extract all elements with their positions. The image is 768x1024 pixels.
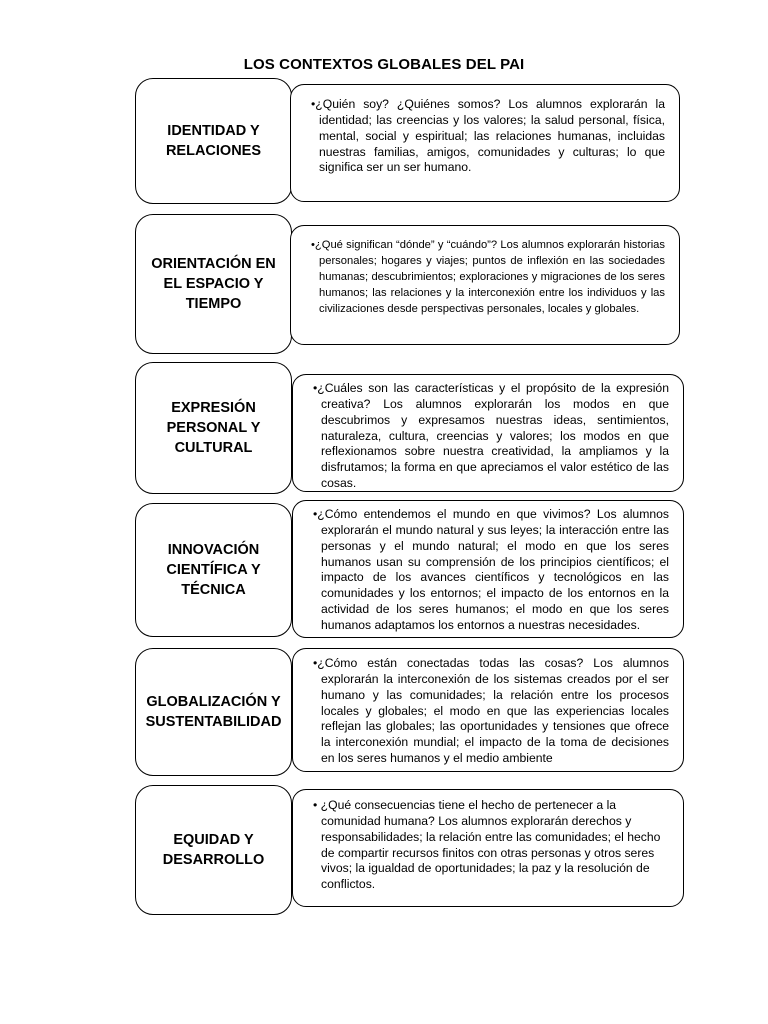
context-label-innovacion bbox=[135, 503, 292, 637]
context-label-text: GLOBALIZACIÓN Y SUSTENTABILIDAD bbox=[145, 694, 282, 730]
context-description-identidad bbox=[290, 84, 680, 202]
context-description-equidad bbox=[292, 789, 684, 907]
context-description-text: •¿Cómo entendemos el mundo en que vivimos? Los alumnos explorarán el mundo natural y sus leyes; la interacción entre las personas y el mundo natural; el modo en que los seres humanos usan su comprensión de los principios científicos; el impacto de los avances científicos y tecnológicos en las comunidades y los entornos; el impacto de los entornos en la actividad de los seres humanos; el modo en que los seres humanos adaptamos los entornos a nuestras necesidades. bbox=[313, 507, 669, 633]
context-label-equidad bbox=[135, 785, 292, 915]
context-label-expresion bbox=[135, 362, 292, 494]
context-description-globalizacion bbox=[292, 648, 684, 772]
context-label-text: EQUIDAD Y DESARROLLO bbox=[162, 832, 265, 868]
context-label-text: IDENTIDAD Y RELACIONES bbox=[165, 123, 262, 159]
context-label-text: INNOVACIÓN CIENTÍFICA Y TÉCNICA bbox=[166, 542, 261, 598]
context-description-innovacion bbox=[292, 500, 684, 638]
context-description-text: •¿Quién soy? ¿Quiénes somos? Los alumnos explorarán la identidad; las creencias y los valores; la salud personal, física, mental, social y espiritual; las relaciones humanas, incluidas nuestras familias, amigos, comunidades y culturas; lo que significa ser un ser humano. bbox=[311, 97, 665, 175]
context-label-text: ORIENTACIÓN EN EL ESPACIO Y TIEMPO bbox=[151, 256, 276, 312]
context-description-text: •¿Qué significan “dónde” y “cuándo”? Los alumnos explorarán historias personales; hogares y viajes; puntos de inflexión en las sociedades humanas; descubrimientos; exploraciones y migraciones de los seres humanos; las relaciones y la interconexión entre los individuos y las civilizaciones desde perspectivas personales, locales y globales. bbox=[311, 239, 665, 315]
context-description-text: •¿Cuáles son las características y el propósito de la expresión creativa? Los alumnos explorarán los modos en que descubrimos y expresamos nuestras ideas, sentimientos, naturaleza, cultura, creencias y valores; los modos en que reflexionamos sobre nuestra creatividad, la ampliamos y la disfrutamos; la forma en que apreciamos el valor estético de las cosas. bbox=[313, 381, 669, 491]
context-label-globalizacion bbox=[135, 648, 292, 776]
context-description-text: •¿Cómo están conectadas todas las cosas? Los alumnos explorarán la interconexión de los sistemas creados por el ser humano y las comunidades; la relación entre los procesos locales y globales; el modo en que las experiencias locales reflejan las globales; las oportunidades y tensiones que ofrece la interconexión mundial; el impacto de la toma de decisiones en los seres humanos y el medio ambiente bbox=[313, 656, 669, 766]
context-description-orientacion bbox=[290, 225, 680, 345]
context-label-text: EXPRESIÓN PERSONAL Y CULTURAL bbox=[166, 400, 261, 456]
context-label-orientacion bbox=[135, 214, 292, 354]
context-label-identidad bbox=[135, 78, 292, 204]
context-description-text: • ¿Qué consecuencias tiene el hecho de pertenecer a la comunidad humana? Los alumnos explorarán derechos y responsabilidades; la relación entre las comunidades; el hecho de compartir recursos finitos con otras personas y otros seres vivos; la igualdad de oportunidades; la paz y la resolución de conflictos. bbox=[313, 798, 661, 892]
context-description-expresion bbox=[292, 374, 684, 492]
page-title: LOS CONTEXTOS GLOBALES DEL PAI bbox=[243, 56, 525, 73]
